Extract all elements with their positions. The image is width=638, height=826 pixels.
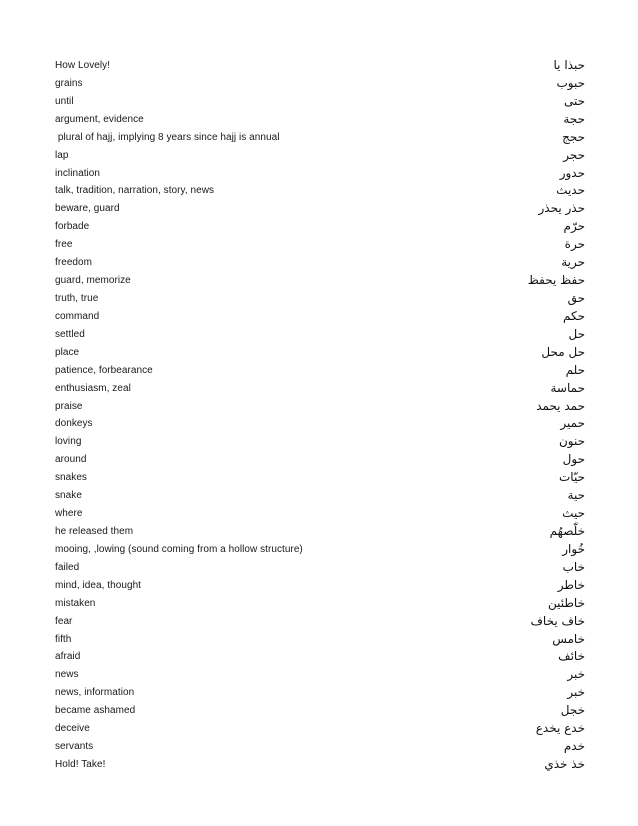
english-gloss: place [55,346,80,358]
arabic-term: حرية [561,255,585,270]
arabic-term: خدع يخدع [535,721,585,736]
english-gloss: forbade [55,221,90,233]
vocab-row [55,469,585,487]
arabic-term: حرّم [563,219,585,234]
english-gloss: donkeys [55,418,93,430]
vocab-row [55,362,585,380]
arabic-term: خُوار [562,541,585,556]
vocab-row [55,236,585,254]
arabic-term: حجر [563,147,585,162]
english-gloss: enthusiasm, zeal [55,382,131,394]
vocab-row [55,577,585,595]
english-gloss: How Lovely! [55,60,111,71]
vocab-row [55,111,585,129]
english-gloss: until [55,95,74,107]
english-gloss: praise [55,400,83,412]
english-gloss: fifth [55,633,72,645]
arabic-term: حدور [559,165,585,180]
vocab-row [55,631,585,649]
vocab-row [55,200,585,218]
vocab-row [55,559,585,577]
english-gloss: loving [55,436,82,448]
vocab-row [55,57,585,75]
vocab-row [55,254,585,272]
english-gloss: news [55,669,79,681]
vocab-row [55,451,585,469]
arabic-term: حبذا يا [553,58,585,72]
vocab-row [55,218,585,236]
english-gloss: he released them [55,525,134,537]
vocab-row [55,75,585,93]
english-gloss: patience, forbearance [55,364,153,376]
english-gloss: mind, idea, thought [55,579,142,591]
arabic-term: خبر [567,667,585,682]
english-gloss: snakes [55,472,87,484]
arabic-term: خاف يخاف [530,613,585,628]
english-gloss: fear [55,615,73,627]
arabic-term: حل [568,326,585,341]
arabic-term: خبر [567,685,585,700]
vocab-row [55,415,585,433]
vocab-row [55,720,585,738]
arabic-term: حماسة [550,380,585,395]
arabic-term: حلم [565,362,585,377]
vocab-row [55,613,585,631]
arabic-term: خاطر [557,577,585,592]
arabic-term: حق [567,290,585,305]
arabic-term: حذر يحذر [538,201,585,216]
vocab-row [55,487,585,505]
arabic-term: حرة [564,237,585,252]
arabic-term: حية [567,488,585,503]
english-gloss: mooing, ,lowing (sound coming from a hollow structure) [55,543,303,555]
arabic-term: خامس [552,631,585,646]
vocab-row [55,756,585,774]
vocab-row [55,147,585,165]
vocab-row [55,738,585,756]
vocab-row [55,182,585,200]
english-gloss: around [55,454,87,466]
arabic-term: حنون [558,434,585,449]
arabic-term: حديث [556,183,585,198]
english-gloss: command [55,310,100,322]
vocab-row [55,398,585,416]
arabic-term: حمير [560,416,585,431]
vocab-row [55,595,585,613]
english-gloss: mistaken [55,597,96,609]
arabic-term: خذ خذي [544,756,585,771]
arabic-term: حمد يحمد [536,398,585,413]
vocab-row [55,326,585,344]
english-gloss: became ashamed [55,705,136,717]
arabic-term: خلّصهُم [549,523,585,538]
vocab-row [55,308,585,326]
english-gloss: Hold! Take! [55,758,106,770]
english-gloss: afraid [55,651,81,663]
vocab-row [55,541,585,559]
vocab-row [55,666,585,684]
vocab-row [55,165,585,183]
english-gloss: failed [55,561,80,573]
vocab-row [55,523,585,541]
english-gloss: inclination [55,167,101,179]
english-gloss: beware, guard [55,203,120,215]
vocab-row [55,702,585,720]
arabic-term: حتى [563,93,585,108]
vocab-row [55,290,585,308]
arabic-term: حل محل [541,344,585,359]
english-gloss: truth, true [55,292,99,304]
arabic-term: خاطئين [547,595,585,610]
english-gloss: deceive [55,723,90,735]
vocab-row [55,129,585,147]
arabic-term: حفظ يحفظ [527,273,585,288]
arabic-term: خدم [563,739,585,754]
arabic-term: حكم [562,308,585,323]
arabic-term: خائف [558,649,585,664]
arabic-term: حجج [562,129,585,144]
arabic-term: خاب [562,559,585,574]
english-gloss: plural of hajj, implying 8 years since hajj is annual [55,131,280,143]
english-gloss: snake [55,490,82,502]
vocab-row [55,344,585,362]
arabic-term: حيث [562,506,585,521]
english-gloss: servants [55,741,94,753]
english-gloss: settled [55,328,85,340]
english-gloss: where [55,508,83,520]
vocab-row [55,505,585,523]
vocab-row [55,380,585,398]
vocab-row [55,648,585,666]
arabic-term: خجل [560,703,585,718]
vocabulary-list [55,57,585,774]
english-gloss: news, information [55,687,135,699]
vocab-row [55,93,585,111]
arabic-term: حجة [563,111,585,126]
vocab-row [55,433,585,451]
english-gloss: freedom [55,257,93,269]
english-gloss: grains [55,77,83,89]
arabic-term: حبوب [556,75,585,90]
english-gloss: free [55,239,73,251]
english-gloss: guard, memorize [55,275,131,287]
english-gloss: lap [55,149,69,161]
arabic-term: حول [562,452,585,467]
vocab-row [55,272,585,290]
vocab-row [55,684,585,702]
arabic-term: حيّات [559,470,585,485]
english-gloss: talk, tradition, narration, story, news [55,185,215,197]
english-gloss: argument, evidence [55,113,144,125]
